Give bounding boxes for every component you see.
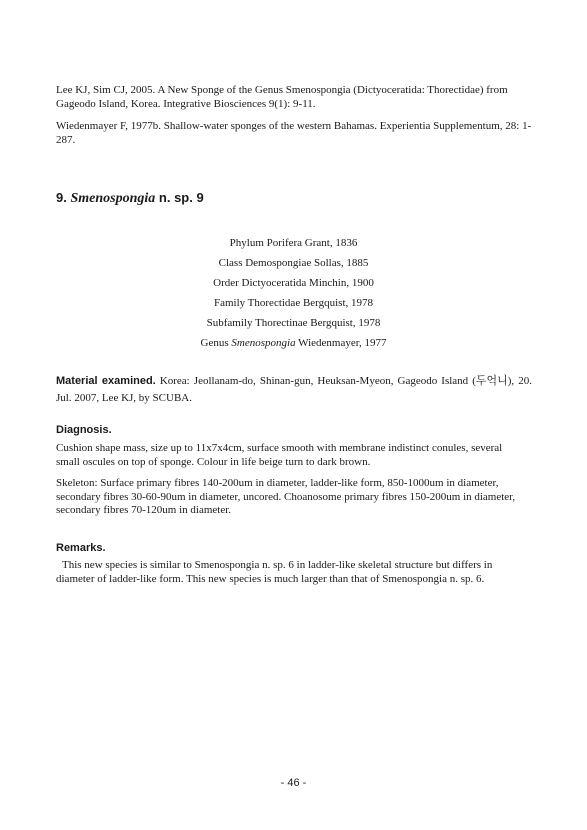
diagnosis-paragraph: Cushion shape mass, size up to 11x7x4cm, surface smooth with membrane indistinct conules, several small oscules on top of sponge. Colour in life beige turn to dark brown.: [56, 442, 503, 468]
material-text: Korea: Jeollanam-do, Shinan-gun, Heuksan-Myeon, Gageodo Island (두억니), 20. Jul. 2007, Lee KJ, by SCUBA.: [56, 375, 532, 404]
section-suffix: n. sp. 9: [158, 190, 204, 205]
reference-entry: Lee KJ, Sim CJ, 2005. A New Sponge of the Genus Smenospongia (Dictyoceratida: Thorectidae) from Gageodo Island, Korea. Integrative Biosciences 9(1): 9-11.: [56, 84, 508, 110]
taxonomy-family: Family Thorectidae Bergquist, 1978: [213, 297, 374, 309]
remarks-paragraph: This new species is similar to Smenospongia n. sp. 6 in ladder-like skeletal structure but differs in diameter of ladder-like form. This new species is much larger than that of Smenospongia n. sp. 6.: [56, 559, 493, 585]
taxonomy-block: [0, 233, 587, 353]
section-genus: Smenospongia: [70, 191, 156, 206]
reference-entry: Wiedenmayer F, 1977b. Shallow-water sponges of the western Bahamas. Experientia Supplementum, 28: 1-287.: [56, 120, 532, 146]
skeleton-paragraph: Skeleton: Surface primary fibres 140-200um in diameter, ladder-like form, 850-1000um in diameter, secondary fibres 30-60-90um in diameter, uncored. Choanosome primary fibres 150-200um in diameter, secondary fibres 70-120um in diameter.: [56, 477, 516, 516]
taxonomy-genus: [0, 333, 587, 353]
taxonomy-phylum: Phylum Porifera Grant, 1836: [229, 237, 358, 249]
page-number: - 46 -: [280, 777, 307, 789]
material-examined: [56, 373, 532, 407]
remarks-heading: Remarks.: [56, 542, 106, 554]
genus-author: Wiedenmayer, 1977: [298, 337, 387, 349]
taxonomy-class: Class Demospongiae Sollas, 1885: [218, 257, 369, 269]
taxonomy-order: Order Dictyoceratida Minchin, 1900: [213, 277, 374, 289]
taxonomy-subfamily: Subfamily Thorectinae Bergquist, 1978: [206, 317, 381, 329]
section-heading: [56, 190, 204, 207]
genus-name: Smenospongia: [231, 337, 296, 349]
reference-list: [56, 83, 536, 155]
diagnosis-heading: Diagnosis.: [56, 424, 112, 436]
material-label: Material examined.: [56, 375, 156, 387]
genus-prefix: Genus: [200, 337, 229, 349]
section-number: 9.: [56, 190, 67, 205]
